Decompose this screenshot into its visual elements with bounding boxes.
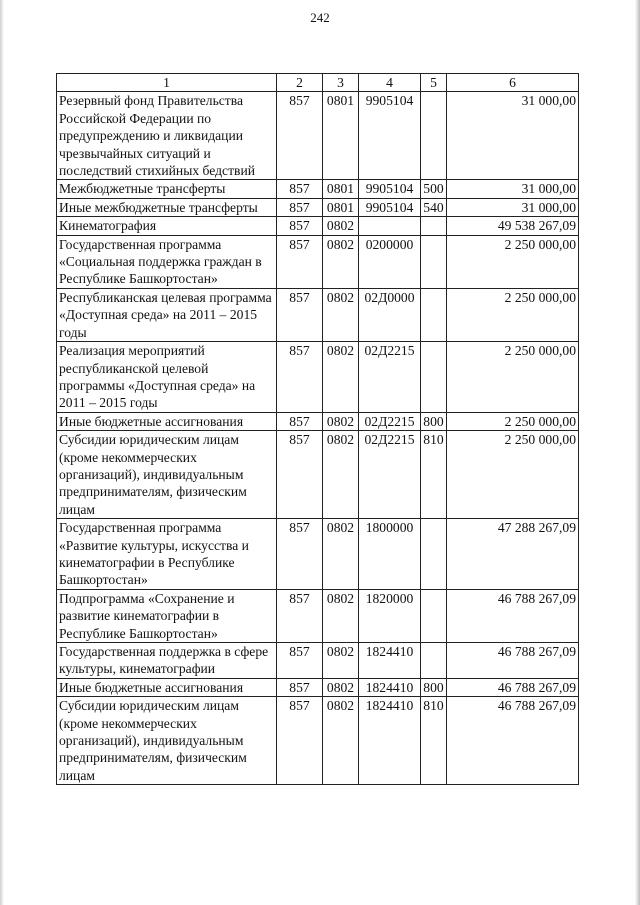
row-amount: 31 000,00	[447, 92, 579, 180]
row-section-code: 0801	[323, 92, 359, 180]
row-target-code: 02Д2215	[359, 431, 421, 519]
column-header-2: 2	[277, 74, 323, 92]
row-section-code: 0802	[323, 217, 359, 235]
table-row	[57, 412, 579, 430]
row-ministry-code: 857	[277, 412, 323, 430]
row-expense-type: 500	[421, 180, 447, 198]
table-row	[57, 342, 579, 413]
row-amount: 2 250 000,00	[447, 431, 579, 519]
row-ministry-code: 857	[277, 342, 323, 413]
row-amount: 46 788 267,09	[447, 643, 579, 679]
row-name: Реализация мероприятий республиканской целевой программы «Доступная среда» на 2011 – 2015 годы	[57, 342, 277, 413]
row-name: Подпрограмма «Сохранение и развитие кинематографии в Республике Башкортостан»	[57, 589, 277, 642]
row-section-code: 0802	[323, 697, 359, 785]
table-row	[57, 589, 579, 642]
row-amount: 49 538 267,09	[447, 217, 579, 235]
row-amount: 47 288 267,09	[447, 519, 579, 590]
row-ministry-code: 857	[277, 235, 323, 288]
page-number: 242	[310, 10, 330, 25]
row-expense-type	[421, 589, 447, 642]
row-ministry-code: 857	[277, 678, 323, 696]
row-section-code: 0802	[323, 412, 359, 430]
table-row	[57, 678, 579, 696]
row-target-code: 02Д0000	[359, 288, 421, 341]
row-name: Государственная программа «Развитие культуры, искусства и кинематографии в Республике Башкортостан»	[57, 519, 277, 590]
row-name: Государственная поддержка в сфере культуры, кинематографии	[57, 643, 277, 679]
row-target-code: 9905104	[359, 92, 421, 180]
row-amount: 2 250 000,00	[447, 342, 579, 413]
row-target-code: 1824410	[359, 678, 421, 696]
row-target-code	[359, 217, 421, 235]
row-expense-type	[421, 235, 447, 288]
row-section-code: 0802	[323, 643, 359, 679]
row-target-code: 1800000	[359, 519, 421, 590]
row-ministry-code: 857	[277, 180, 323, 198]
row-name: Резервный фонд Правительства Российской Федерации по предупреждению и ликвидации чрезвычайных ситуаций и последствий стихийных бедствий	[57, 92, 277, 180]
row-ministry-code: 857	[277, 643, 323, 679]
row-expense-type	[421, 342, 447, 413]
row-target-code: 02Д2215	[359, 342, 421, 413]
row-expense-type	[421, 217, 447, 235]
table-row	[57, 180, 579, 198]
row-section-code: 0802	[323, 342, 359, 413]
row-section-code: 0801	[323, 198, 359, 216]
row-name: Республиканская целевая программа «Доступная среда» на 2011 – 2015 годы	[57, 288, 277, 341]
column-header-1: 1	[57, 74, 277, 92]
row-name: Субсидии юридическим лицам (кроме некоммерческих организаций), индивидуальным предпринимателям, физическим лицам	[57, 697, 277, 785]
row-amount: 46 788 267,09	[447, 678, 579, 696]
row-section-code: 0801	[323, 180, 359, 198]
table-row	[57, 217, 579, 235]
row-ministry-code: 857	[277, 198, 323, 216]
row-target-code: 9905104	[359, 180, 421, 198]
row-expense-type	[421, 92, 447, 180]
row-amount: 2 250 000,00	[447, 412, 579, 430]
row-section-code: 0802	[323, 589, 359, 642]
row-expense-type: 800	[421, 678, 447, 696]
row-ministry-code: 857	[277, 431, 323, 519]
column-header-4: 4	[359, 74, 421, 92]
row-section-code: 0802	[323, 678, 359, 696]
row-expense-type: 810	[421, 697, 447, 785]
row-target-code: 0200000	[359, 235, 421, 288]
row-target-code: 1820000	[359, 589, 421, 642]
row-name: Государственная программа «Социальная поддержка граждан в Республике Башкортостан»	[57, 235, 277, 288]
row-expense-type	[421, 643, 447, 679]
row-expense-type	[421, 288, 447, 341]
table-row	[57, 643, 579, 679]
header-row	[57, 74, 579, 92]
row-amount: 2 250 000,00	[447, 288, 579, 341]
row-amount: 2 250 000,00	[447, 235, 579, 288]
table-row	[57, 198, 579, 216]
table-row	[57, 235, 579, 288]
row-ministry-code: 857	[277, 288, 323, 341]
table-row	[57, 519, 579, 590]
row-target-code: 02Д2215	[359, 412, 421, 430]
row-amount: 46 788 267,09	[447, 697, 579, 785]
row-name: Кинематография	[57, 217, 277, 235]
column-header-6: 6	[447, 74, 579, 92]
row-amount: 31 000,00	[447, 198, 579, 216]
row-expense-type: 540	[421, 198, 447, 216]
table-row	[57, 431, 579, 519]
row-section-code: 0802	[323, 519, 359, 590]
row-section-code: 0802	[323, 288, 359, 341]
row-ministry-code: 857	[277, 589, 323, 642]
row-target-code: 1824410	[359, 643, 421, 679]
row-expense-type	[421, 519, 447, 590]
row-section-code: 0802	[323, 431, 359, 519]
row-name: Межбюджетные трансферты	[57, 180, 277, 198]
row-target-code: 9905104	[359, 198, 421, 216]
table-row	[57, 92, 579, 180]
scan-edge-left	[0, 0, 4, 905]
row-section-code: 0802	[323, 235, 359, 288]
row-name: Иные бюджетные ассигнования	[57, 678, 277, 696]
row-ministry-code: 857	[277, 697, 323, 785]
row-amount: 31 000,00	[447, 180, 579, 198]
column-header-3: 3	[323, 74, 359, 92]
row-ministry-code: 857	[277, 519, 323, 590]
row-name: Субсидии юридическим лицам (кроме некоммерческих организаций), индивидуальным предпринимателям, физическим лицам	[57, 431, 277, 519]
budget-table	[56, 73, 579, 785]
row-expense-type: 800	[421, 412, 447, 430]
row-ministry-code: 857	[277, 217, 323, 235]
column-header-5: 5	[421, 74, 447, 92]
row-expense-type: 810	[421, 431, 447, 519]
scan-edge-right	[635, 0, 640, 905]
row-target-code: 1824410	[359, 697, 421, 785]
row-name: Иные бюджетные ассигнования	[57, 412, 277, 430]
table-row	[57, 288, 579, 341]
table-row	[57, 697, 579, 785]
row-amount: 46 788 267,09	[447, 589, 579, 642]
row-name: Иные межбюджетные трансферты	[57, 198, 277, 216]
row-ministry-code: 857	[277, 92, 323, 180]
